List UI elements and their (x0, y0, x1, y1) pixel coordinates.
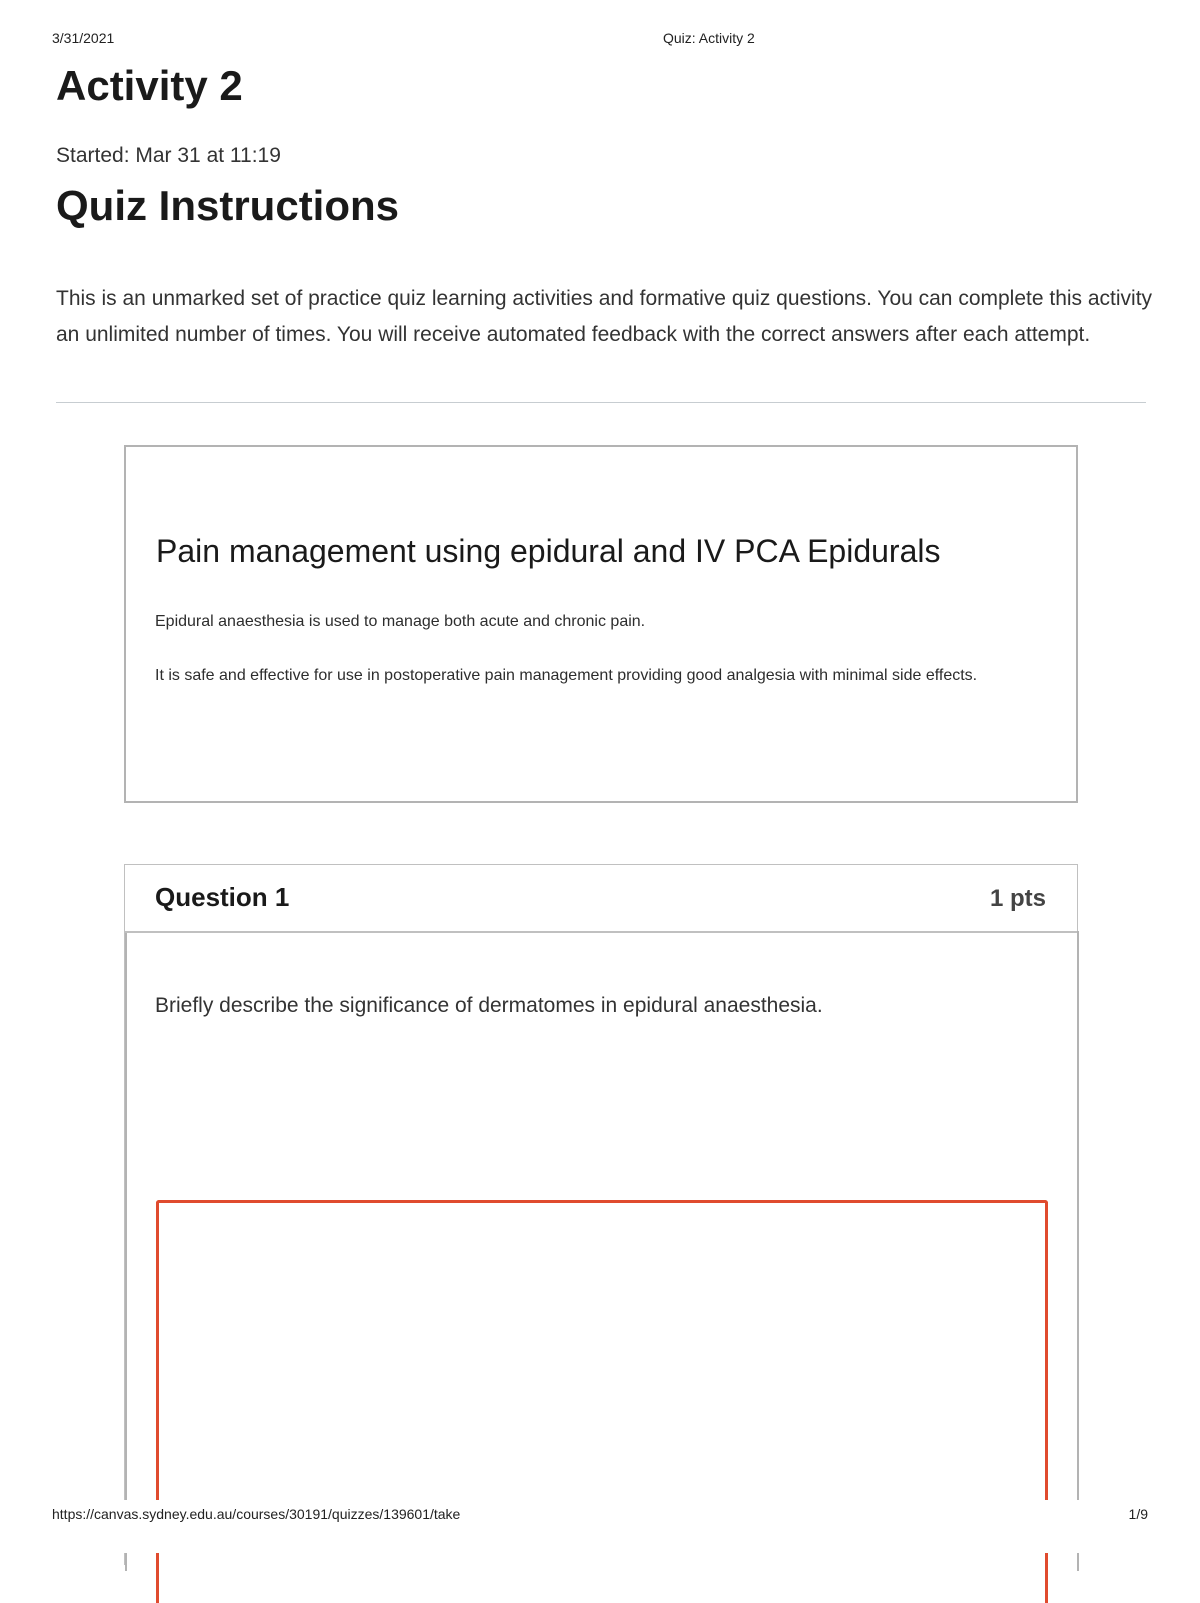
print-url: https://canvas.sydney.edu.au/courses/30191/quizzes/139601/take (52, 1506, 461, 1522)
question-points: 1 pts (989, 885, 1046, 912)
print-date: 3/31/2021 (52, 30, 115, 46)
instructions-heading: Quiz Instructions (56, 182, 400, 229)
print-header (52, 30, 1148, 48)
quiz-title: Activity 2 (56, 62, 243, 109)
text-block-paragraph-1: Epidural anaesthesia is used to manage both acute and chronic pain. (155, 613, 646, 630)
divider (56, 402, 1146, 403)
text-block-paragraph-2: It is safe and effective for use in postoperative pain management providing good analgesia with minimal side effects. (155, 667, 978, 684)
print-page-title: Quiz: Activity 2 (663, 30, 755, 46)
question-1 (124, 864, 1078, 1565)
instructions-text: This is an unmarked set of practice quiz learning activities and formative quiz questions. You can complete this activity an unlimited number of times. You will receive automated feedback with the correct answers after each attempt. (56, 287, 1153, 346)
print-footer (52, 1506, 1148, 1524)
question-name: Question 1 (155, 882, 290, 912)
question-text: Briefly describe the significance of dermatomes in epidural anaesthesia. (155, 994, 823, 1017)
started-timestamp: Started: Mar 31 at 11:19 (56, 144, 281, 167)
print-page-number: 1/9 (1128, 1506, 1148, 1522)
text-block-heading: Pain management using epidural and IV PCA Epidurals (156, 533, 941, 569)
question-header (125, 865, 1077, 933)
